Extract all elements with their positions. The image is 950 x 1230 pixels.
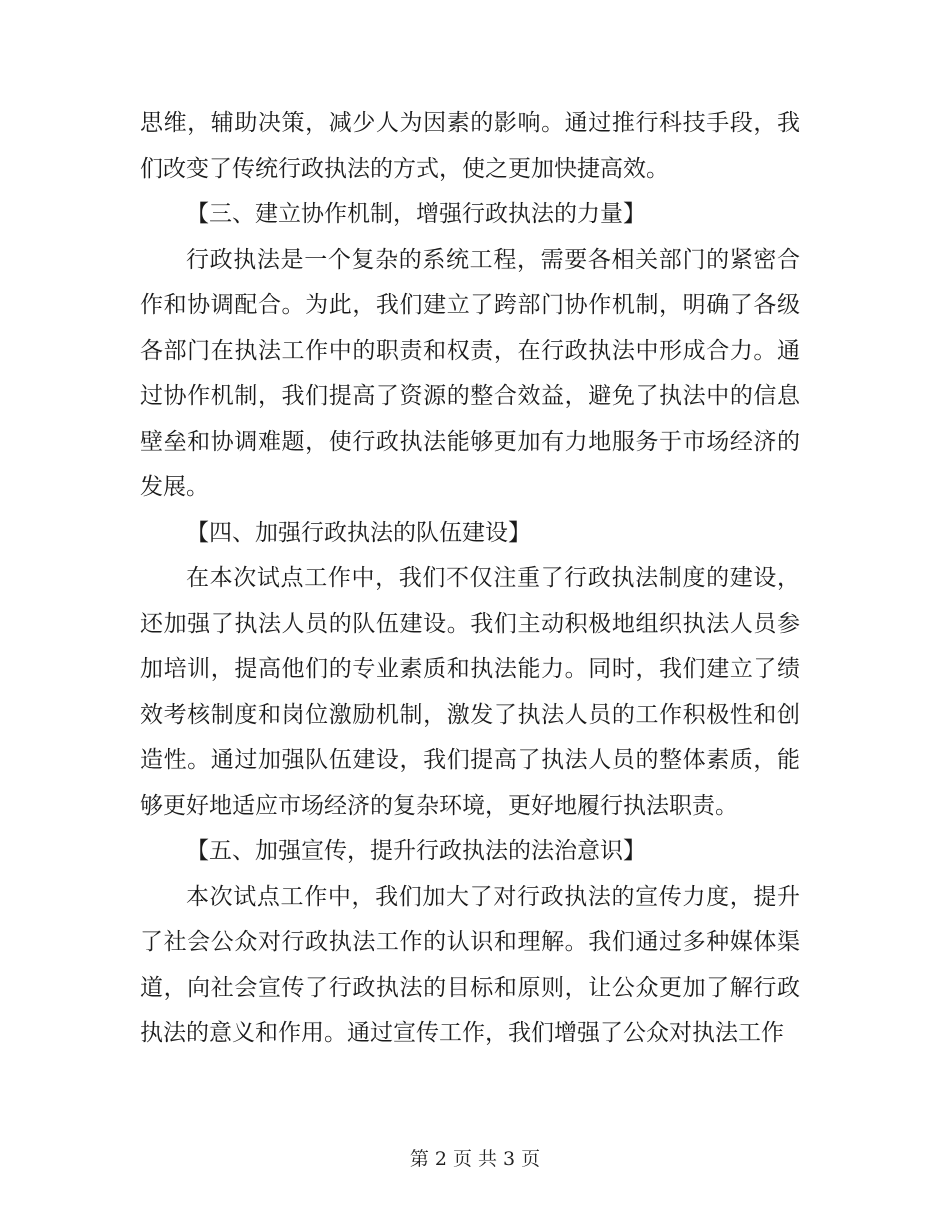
paragraph-section-4: 在本次试点工作中，我们不仅注重了行政执法制度的建设，还加强了执法人员的队伍建设。我们主动积极地组织执法人员参加培训，提高他们的专业素质和执法能力。同时，我们建立了绩效考核制度和岗位激励机制，激发了执法人员的工作积极性和创造性。通过加强队伍建设，我们提高了执法人员的整体素质，能够更好地适应市场经济的复杂环境，更好地履行执法职责。	[140, 565, 800, 819]
paragraph-section-5: 本次试点工作中，我们加大了对行政执法的宣传力度，提升了社会公众对行政执法工作的认识和理解。我们通过多种媒体渠道，向社会宣传了行政执法的目标和原则，让公众更加了解行政执法的意义和作用。通过宣传工作，我们增强了公众对执法工作	[140, 883, 800, 1046]
section-heading-4: 【四、加强行政执法的队伍建设】	[186, 519, 531, 546]
document-body	[140, 101, 800, 1057]
page-number-footer: 第 2 页 共 3 页	[409, 1148, 541, 1170]
paragraph-continuation: 思维，辅助决策，减少人为因素的影响。通过推行科技手段，我们改变了传统行政执法的方式，使之更加快捷高效。	[140, 110, 800, 182]
section-heading-3: 【三、建立协作机制，增强行政执法的力量】	[186, 201, 646, 227]
section-heading-5: 【五、加强宣传，提升行政执法的法治意识】	[186, 838, 646, 864]
paragraph-section-3: 行政执法是一个复杂的系统工程，需要各相关部门的紧密合作和协调配合。为此，我们建立了跨部门协作机制，明确了各级各部门在执法工作中的职责和权责，在行政执法中形成合力。通过协作机制，我们提高了资源的整合效益，避免了执法中的信息壁垒和协调难题，使行政执法能够更加有力地服务于市场经济的发展。	[140, 246, 800, 500]
